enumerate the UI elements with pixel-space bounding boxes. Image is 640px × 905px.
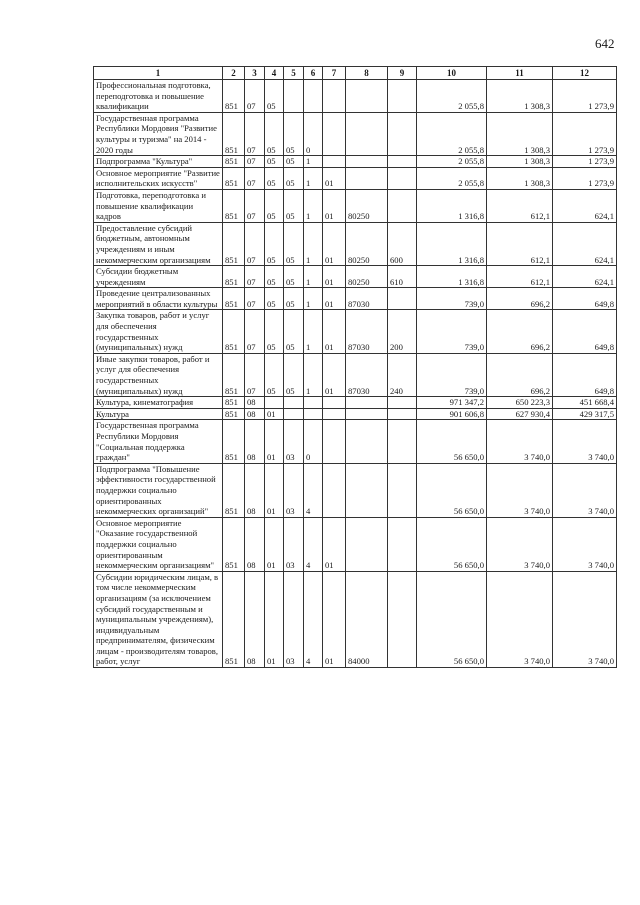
row-value-cell [323,408,346,420]
row-name-cell: Культура, кинематография [94,397,223,409]
row-value-cell: 901 606,8 [417,408,487,420]
row-value-cell: 451 668,4 [553,397,617,409]
row-value-cell: 07 [245,167,265,189]
row-value-cell [346,420,388,463]
row-value-cell [346,408,388,420]
row-value-cell [388,463,417,517]
row-value-cell: 1 [304,167,323,189]
row-value-cell: 3 740,0 [553,420,617,463]
table-row [94,310,617,353]
row-value-cell: 84000 [346,571,388,667]
row-value-cell [323,156,346,168]
table-row [94,408,617,420]
row-value-cell: 56 650,0 [417,571,487,667]
row-value-cell [388,167,417,189]
table-row [94,517,617,571]
table-row [94,222,617,265]
row-value-cell: 01 [323,517,346,571]
row-value-cell: 1 308,3 [487,167,553,189]
row-value-cell [346,80,388,113]
row-value-cell: 01 [323,222,346,265]
row-value-cell: 3 740,0 [553,571,617,667]
column-header: 7 [323,67,346,80]
table-header-row [94,67,617,80]
row-value-cell: 4 [304,517,323,571]
row-value-cell: 05 [284,167,304,189]
row-name-cell: Профессиональная подготовка, переподготовка и повышение квалификации [94,80,223,113]
row-value-cell: 08 [245,517,265,571]
row-value-cell: 1 273,9 [553,112,617,155]
table-row [94,80,617,113]
row-value-cell: 56 650,0 [417,463,487,517]
row-value-cell: 1 273,9 [553,80,617,113]
row-value-cell: 1 273,9 [553,167,617,189]
row-value-cell: 739,0 [417,353,487,396]
row-value-cell: 3 740,0 [487,517,553,571]
row-value-cell: 80250 [346,189,388,222]
row-value-cell [304,397,323,409]
column-header: 8 [346,67,388,80]
row-value-cell: 07 [245,112,265,155]
row-value-cell: 612,1 [487,266,553,288]
table-row [94,353,617,396]
row-value-cell: 07 [245,310,265,353]
row-value-cell [323,112,346,155]
row-value-cell: 08 [245,397,265,409]
row-value-cell: 851 [223,420,245,463]
table-row [94,420,617,463]
row-value-cell: 1 316,8 [417,189,487,222]
row-value-cell: 07 [245,266,265,288]
row-value-cell: 851 [223,463,245,517]
row-value-cell: 05 [284,310,304,353]
row-value-cell: 851 [223,189,245,222]
row-value-cell [346,167,388,189]
row-value-cell: 1 273,9 [553,156,617,168]
row-value-cell: 624,1 [553,222,617,265]
row-value-cell: 1 [304,288,323,310]
row-value-cell: 696,2 [487,288,553,310]
row-value-cell [346,517,388,571]
row-value-cell: 1 316,8 [417,266,487,288]
row-value-cell: 05 [265,353,284,396]
row-value-cell: 80250 [346,222,388,265]
row-value-cell: 3 740,0 [487,463,553,517]
column-header: 3 [245,67,265,80]
row-value-cell: 05 [265,80,284,113]
row-value-cell: 696,2 [487,310,553,353]
row-value-cell: 3 740,0 [553,517,617,571]
row-value-cell: 650 223,3 [487,397,553,409]
budget-table [93,66,617,668]
row-value-cell: 851 [223,156,245,168]
row-value-cell: 05 [284,156,304,168]
row-value-cell: 01 [265,517,284,571]
row-value-cell: 01 [323,353,346,396]
row-value-cell: 01 [265,571,284,667]
row-value-cell: 851 [223,167,245,189]
table-body [94,80,617,668]
row-value-cell: 56 650,0 [417,420,487,463]
row-value-cell: 3 740,0 [487,571,553,667]
column-header: 9 [388,67,417,80]
row-value-cell: 624,1 [553,266,617,288]
row-value-cell [323,463,346,517]
column-header: 5 [284,67,304,80]
row-name-cell: Подготовка, переподготовка и повышение квалификации кадров [94,189,223,222]
row-value-cell [346,112,388,155]
row-value-cell: 05 [284,222,304,265]
row-value-cell: 971 347,2 [417,397,487,409]
row-value-cell: 07 [245,80,265,113]
row-value-cell [346,397,388,409]
table-row [94,397,617,409]
row-value-cell: 01 [323,266,346,288]
row-name-cell: Подпрограмма "Культура" [94,156,223,168]
row-value-cell [323,80,346,113]
row-value-cell: 649,8 [553,353,617,396]
row-name-cell: Государственная программа Республики Мордовия "Развитие культуры и туризма" на 2014 - 2020 годы [94,112,223,155]
row-value-cell: 05 [265,112,284,155]
row-value-cell: 80250 [346,266,388,288]
row-value-cell: 851 [223,112,245,155]
row-value-cell [388,571,417,667]
row-value-cell: 739,0 [417,288,487,310]
row-value-cell: 851 [223,310,245,353]
row-value-cell: 05 [265,310,284,353]
row-value-cell: 07 [245,222,265,265]
column-header: 2 [223,67,245,80]
row-name-cell: Культура [94,408,223,420]
row-value-cell: 1 [304,222,323,265]
row-value-cell: 05 [284,353,304,396]
column-header: 1 [94,67,223,80]
row-value-cell: 1 308,3 [487,156,553,168]
row-value-cell: 1 [304,156,323,168]
row-value-cell: 05 [265,288,284,310]
row-value-cell: 01 [323,167,346,189]
row-value-cell: 240 [388,353,417,396]
row-value-cell: 612,1 [487,189,553,222]
row-value-cell: 851 [223,397,245,409]
column-header: 10 [417,67,487,80]
row-value-cell [284,397,304,409]
row-value-cell: 739,0 [417,310,487,353]
row-name-cell: Предоставление субсидий бюджетным, автономным учреждениям и иным некоммерческим организациям [94,222,223,265]
row-value-cell [388,80,417,113]
row-value-cell: 851 [223,266,245,288]
row-value-cell: 1 316,8 [417,222,487,265]
row-value-cell: 03 [284,463,304,517]
row-value-cell: 03 [284,420,304,463]
row-value-cell: 624,1 [553,189,617,222]
column-header: 11 [487,67,553,80]
row-value-cell: 612,1 [487,222,553,265]
row-value-cell: 851 [223,408,245,420]
row-value-cell: 0 [304,420,323,463]
row-value-cell [388,288,417,310]
row-value-cell: 600 [388,222,417,265]
row-value-cell [388,112,417,155]
row-value-cell: 0 [304,112,323,155]
table-row [94,112,617,155]
row-value-cell: 07 [245,189,265,222]
column-header: 6 [304,67,323,80]
row-value-cell: 07 [245,288,265,310]
row-name-cell: Субсидии бюджетным учреждениям [94,266,223,288]
row-value-cell: 627 930,4 [487,408,553,420]
table-row [94,266,617,288]
row-value-cell: 05 [284,189,304,222]
row-name-cell: Проведение централизованных мероприятий в области культуры [94,288,223,310]
row-value-cell: 1 308,3 [487,80,553,113]
row-value-cell [388,189,417,222]
row-value-cell: 649,8 [553,310,617,353]
row-value-cell: 2 055,8 [417,167,487,189]
row-value-cell: 05 [265,266,284,288]
row-value-cell: 2 055,8 [417,80,487,113]
row-value-cell [346,463,388,517]
row-value-cell: 851 [223,517,245,571]
row-value-cell [388,420,417,463]
row-value-cell: 01 [265,463,284,517]
row-value-cell: 05 [265,167,284,189]
table-row [94,167,617,189]
column-header: 12 [553,67,617,80]
table-row [94,156,617,168]
row-value-cell [388,156,417,168]
row-value-cell [323,420,346,463]
row-value-cell: 87030 [346,288,388,310]
row-value-cell: 851 [223,80,245,113]
row-value-cell: 08 [245,408,265,420]
row-value-cell: 07 [245,156,265,168]
row-value-cell [346,156,388,168]
row-value-cell: 2 055,8 [417,156,487,168]
row-value-cell [388,517,417,571]
row-value-cell: 01 [323,310,346,353]
page-number: 642 [595,36,615,51]
row-value-cell [323,397,346,409]
row-value-cell: 851 [223,222,245,265]
row-value-cell: 03 [284,517,304,571]
row-value-cell: 696,2 [487,353,553,396]
row-value-cell: 1 [304,189,323,222]
row-value-cell: 87030 [346,353,388,396]
row-value-cell: 01 [323,571,346,667]
row-name-cell: Государственная программа Республики Мордовия "Социальная поддержка граждан" [94,420,223,463]
row-value-cell [388,397,417,409]
table-row [94,189,617,222]
row-value-cell [265,397,284,409]
row-name-cell: Иные закупки товаров, работ и услуг для обеспечения государственных (муниципальных) нужд [94,353,223,396]
row-value-cell: 05 [265,156,284,168]
row-value-cell: 1 308,3 [487,112,553,155]
row-value-cell: 01 [323,288,346,310]
row-value-cell: 08 [245,463,265,517]
row-value-cell: 05 [265,222,284,265]
row-name-cell: Основное мероприятие "Оказание государственной поддержки социально ориентированным некоммерческим организациям" [94,517,223,571]
table-row [94,571,617,667]
row-value-cell: 56 650,0 [417,517,487,571]
table-row [94,288,617,310]
row-value-cell: 851 [223,571,245,667]
row-value-cell: 3 740,0 [553,463,617,517]
row-value-cell: 429 317,5 [553,408,617,420]
row-value-cell: 87030 [346,310,388,353]
row-value-cell: 01 [323,189,346,222]
row-name-cell: Субсидии юридическим лицам, в том числе некоммерческим организациям (за исключением субсидий государственным и муниципальным учреждениям), индивидуальным предпринимателям, физическим лицам - производителям товаров, работ, услуг [94,571,223,667]
row-value-cell: 05 [284,112,304,155]
row-value-cell: 2 055,8 [417,112,487,155]
row-value-cell: 851 [223,353,245,396]
column-header: 4 [265,67,284,80]
row-value-cell: 649,8 [553,288,617,310]
row-value-cell: 05 [265,189,284,222]
row-value-cell: 01 [265,420,284,463]
row-value-cell: 610 [388,266,417,288]
row-value-cell [304,80,323,113]
row-value-cell [388,408,417,420]
row-value-cell: 05 [284,288,304,310]
row-value-cell: 07 [245,353,265,396]
row-value-cell: 1 [304,310,323,353]
row-value-cell: 03 [284,571,304,667]
row-value-cell [304,408,323,420]
row-value-cell: 1 [304,266,323,288]
row-value-cell [284,80,304,113]
row-value-cell: 1 [304,353,323,396]
row-value-cell: 4 [304,463,323,517]
row-value-cell: 851 [223,288,245,310]
row-value-cell: 08 [245,420,265,463]
row-name-cell: Подпрограмма "Повышение эффективности государственной поддержки социально ориентированных некоммерческих организаций" [94,463,223,517]
row-value-cell: 3 740,0 [487,420,553,463]
row-value-cell: 05 [284,266,304,288]
table-row [94,463,617,517]
row-name-cell: Закупка товаров, работ и услуг для обеспечения государственных (муниципальных) нужд [94,310,223,353]
row-value-cell [284,408,304,420]
row-value-cell: 200 [388,310,417,353]
row-value-cell: 4 [304,571,323,667]
row-name-cell: Основное мероприятие "Развитие исполнительских искусств" [94,167,223,189]
row-value-cell: 08 [245,571,265,667]
row-value-cell: 01 [265,408,284,420]
